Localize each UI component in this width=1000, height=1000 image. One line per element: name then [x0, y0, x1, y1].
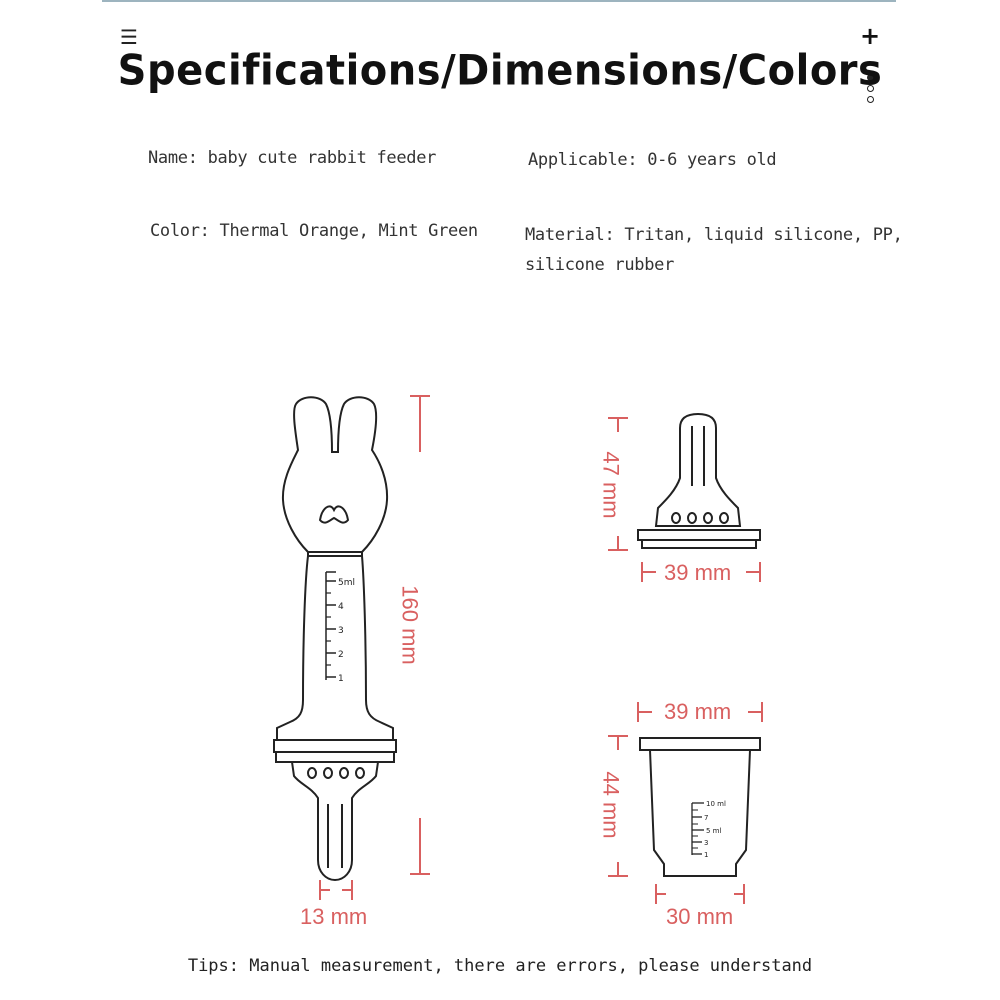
feeder-nipple: [292, 762, 378, 880]
feeder-tip-width-label: 13 mm: [300, 904, 368, 929]
plus-icon[interactable]: +: [860, 22, 881, 50]
spec-applicable: Applicable: 0-6 years old: [528, 150, 777, 170]
rabbit-feeder-drawing: [274, 397, 396, 880]
tips-note: Tips: Manual measurement, there are errors, please understand: [187, 956, 813, 976]
nipple-width-label: 39 mm: [664, 560, 732, 585]
nipple-drawing: [638, 414, 760, 548]
feeder-scale-label: 5ml: [338, 578, 355, 588]
cup-scale-label: 10 ml: [706, 800, 726, 808]
cup-scale-label: 3: [704, 839, 709, 847]
nipple-dimension-lines: [608, 418, 760, 582]
cup-scale-label: 1: [704, 851, 709, 859]
spec-material-line1: Material: Tritan, liquid silicone, PP,: [525, 225, 903, 245]
feeder-scale-label: 2: [338, 650, 344, 660]
feeder-scale-labels: [338, 578, 355, 684]
rabbit-nose: [320, 506, 348, 522]
page-title: Specifications/Dimensions/Colors: [117, 46, 883, 96]
spec-name: Name: baby cute rabbit feeder: [148, 148, 437, 168]
menu-icon[interactable]: ☰: [120, 25, 138, 49]
nipple-height-label: 47 mm: [598, 451, 624, 519]
cup-dimension-lines: [608, 702, 762, 904]
cup-scale-label: 5 ml: [706, 827, 722, 835]
cup-drawing: [640, 738, 760, 876]
spec-color: Color: Thermal Orange, Mint Green: [150, 221, 478, 241]
cup-height-label: 44 mm: [598, 771, 624, 839]
feeder-length-label: 160 mm: [397, 585, 423, 665]
cup-bottom-width-label: 30 mm: [666, 904, 734, 929]
feeder-scale-label: 3: [338, 626, 344, 636]
feeder-scale-label: 4: [338, 602, 344, 612]
feeder-handle: [277, 552, 393, 740]
feeder-scale-label: 1: [338, 674, 344, 684]
cup-scale-label: 7: [704, 814, 709, 822]
rabbit-head-outline: [283, 397, 387, 552]
cup-top-width-label: 39 mm: [664, 699, 732, 724]
spec-material-line2: silicone rubber: [525, 255, 675, 275]
cup-scale-labels: [704, 800, 726, 859]
